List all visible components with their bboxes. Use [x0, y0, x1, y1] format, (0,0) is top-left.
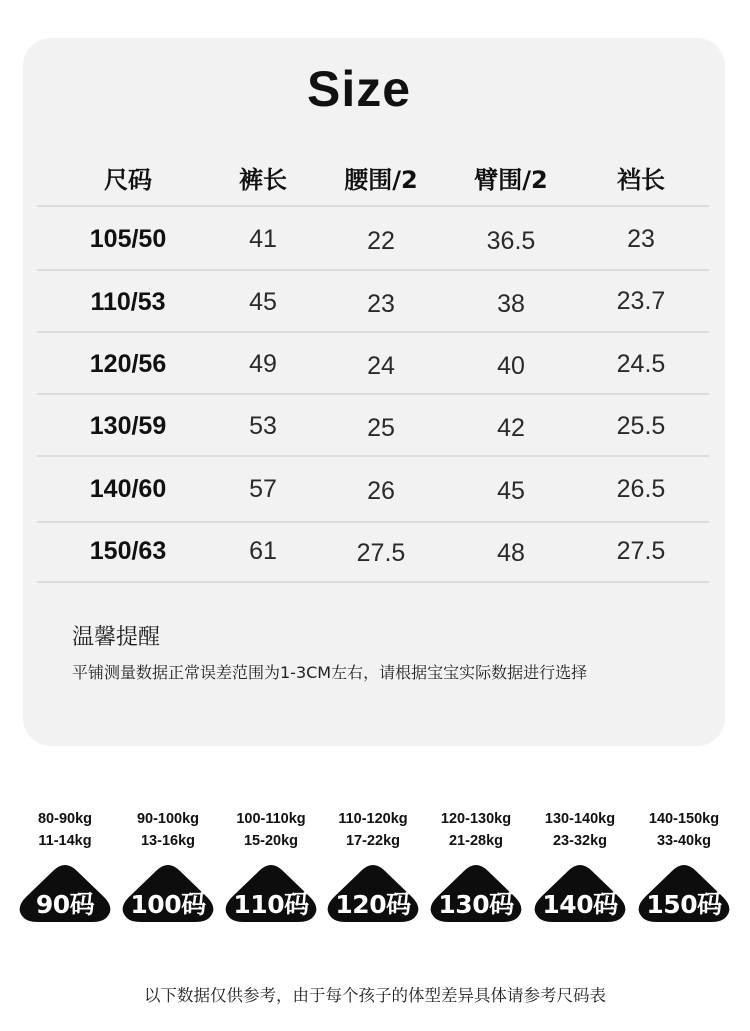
- kg-label: 21-28kg: [448, 833, 503, 849]
- kg-label: 13-16kg: [140, 833, 195, 849]
- weight-range-100: [116, 808, 220, 852]
- weight-range-90: [13, 808, 117, 852]
- weight-range-150: [632, 808, 736, 852]
- badge-label: 100码: [130, 890, 206, 919]
- weight-label: 120-130kg: [440, 811, 512, 827]
- table-cell: 23.7: [616, 287, 666, 315]
- table-cell: 26.5: [616, 475, 666, 503]
- page-title: Size: [306, 61, 412, 117]
- badge-label: 110码: [233, 890, 309, 919]
- header-crotch: 裆长: [617, 166, 665, 194]
- table-cell: 45: [249, 288, 277, 316]
- table-cell: 25: [367, 414, 395, 442]
- size-badge-140: [532, 862, 628, 924]
- table-cell: 45: [497, 477, 525, 505]
- weight-label: 130-140kg: [544, 811, 616, 827]
- table-cell: 26: [367, 477, 395, 505]
- table-cell: 38: [497, 290, 525, 318]
- header-size: 尺码: [104, 166, 152, 194]
- weight-label: 90-100kg: [136, 811, 200, 827]
- table-row-size: 110/53: [90, 288, 166, 316]
- table-cell: 27.5: [356, 539, 406, 567]
- badge-label: 120码: [335, 890, 411, 919]
- size-badge-120: [325, 862, 421, 924]
- table-cell: 48: [497, 539, 525, 567]
- table-cell: 25.5: [616, 412, 666, 440]
- badge-label: 150码: [646, 890, 722, 919]
- kg-label: 23-32kg: [552, 833, 607, 849]
- footer-note: 以下数据仅供参考，由于每个孩子的体型差异具体请参考尺码表: [144, 986, 606, 1005]
- header-waist: 腰围/2: [344, 166, 418, 194]
- table-cell: 40: [497, 352, 525, 380]
- table-cell: 42: [497, 414, 525, 442]
- size-badge-110: [223, 862, 319, 924]
- table-divider: [37, 581, 709, 583]
- table-divider: [37, 331, 709, 333]
- badge-label: 90码: [35, 890, 95, 919]
- header-arm: 臂围/2: [474, 166, 548, 194]
- table-cell: 53: [249, 412, 277, 440]
- table-divider: [37, 269, 709, 271]
- kg-label: 33-40kg: [656, 833, 711, 849]
- table-divider: [37, 521, 709, 523]
- table-cell: 41: [249, 225, 277, 253]
- kg-label: 17-22kg: [345, 833, 400, 849]
- table-divider: [37, 393, 709, 395]
- table-cell: 24.5: [616, 350, 666, 378]
- table-cell: 36.5: [486, 227, 536, 255]
- weight-label: 80-90kg: [37, 811, 92, 827]
- size-badge-130: [428, 862, 524, 924]
- table-cell: 24: [367, 352, 395, 380]
- kg-label: 15-20kg: [243, 833, 298, 849]
- kg-label: 11-14kg: [38, 833, 92, 849]
- table-cell: 23: [367, 290, 395, 318]
- size-badge-150: [636, 862, 732, 924]
- table-divider: [37, 205, 709, 207]
- size-badge-100: [120, 862, 216, 924]
- table-cell: 22: [367, 227, 395, 255]
- weight-label: 110-120kg: [338, 811, 408, 827]
- table-divider: [37, 455, 709, 457]
- table-row-size: 130/59: [89, 412, 167, 440]
- weight-label: 140-150kg: [648, 811, 720, 827]
- header-pants-length: 裤长: [239, 166, 287, 194]
- badge-label: 140码: [542, 890, 618, 919]
- weight-range-140: [528, 808, 632, 852]
- note-title: 温馨提醒: [72, 625, 161, 650]
- table-cell: 61: [249, 537, 277, 565]
- table-row-size: 105/50: [89, 225, 167, 253]
- table-cell: 27.5: [616, 537, 666, 565]
- table-cell: 49: [249, 350, 277, 378]
- weight-range-130: [424, 808, 528, 852]
- note-text: 平铺测量数据正常误差范围为1-3CM左右，请根据宝宝实际数据进行选择: [72, 663, 588, 682]
- weight-range-110: [219, 808, 323, 852]
- size-badge-90: [17, 862, 113, 924]
- table-cell: 23: [627, 225, 655, 253]
- badge-label: 130码: [438, 890, 514, 919]
- table-row-size: 140/60: [89, 475, 167, 503]
- table-cell: 57: [249, 475, 277, 503]
- table-row-size: 120/56: [89, 350, 167, 378]
- weight-range-120: [321, 808, 425, 852]
- table-row-size: 150/63: [89, 537, 167, 565]
- weight-label: 100-110kg: [236, 811, 306, 827]
